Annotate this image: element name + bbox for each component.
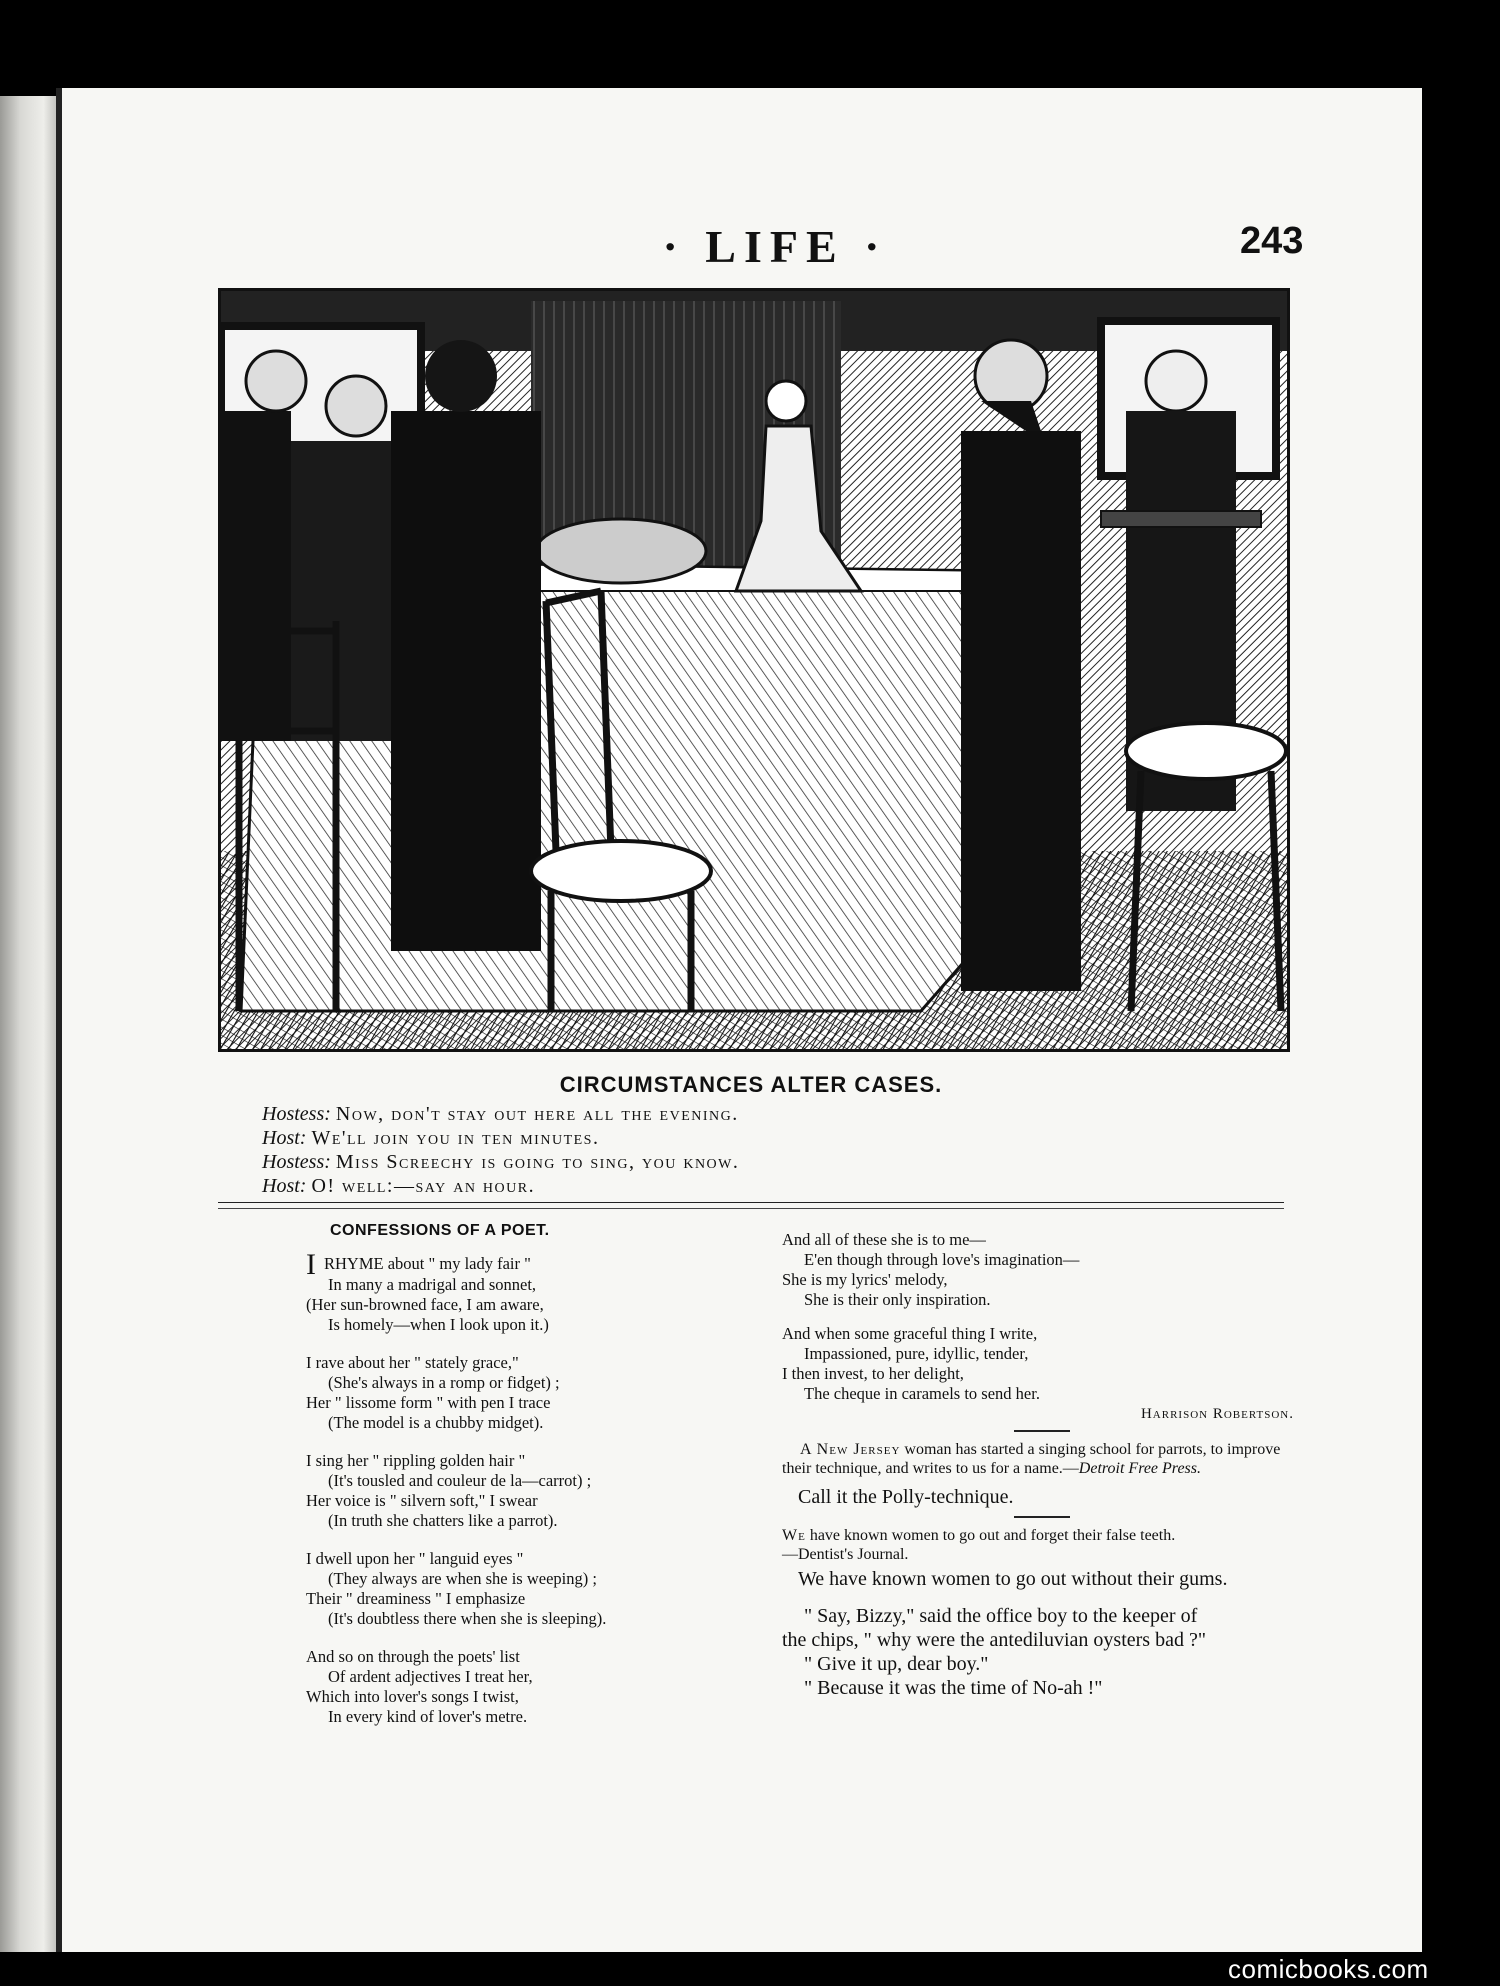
poem-line: Is homely—when I look upon it.) (328, 1315, 549, 1334)
poem-line: (In truth she chatters like a parrot). (328, 1511, 558, 1530)
poem-line: I dwell upon her " languid eyes " (306, 1549, 524, 1568)
poem-line: Their " dreaminess " I emphasize (306, 1589, 526, 1608)
item-lead: We (782, 1527, 806, 1544)
dialogue-line (262, 1102, 1162, 1126)
dialogue-line (262, 1126, 1162, 1150)
dialogue-text: Now, don't stay out here all the evening. (335, 1103, 739, 1125)
poem-line: I then invest, to her delight, (782, 1364, 964, 1383)
page-number: 243 (1240, 220, 1304, 262)
poem-line: Her " lissome form " with pen I trace (306, 1393, 551, 1412)
poem-stanza (306, 1248, 726, 1335)
poem-line: (It's doubtless there when she is sleeping). (328, 1609, 607, 1628)
poem-line: I rave about her " stately grace," (306, 1353, 519, 1372)
joke-line: " Because it was the time of No-ah !" (804, 1677, 1103, 1699)
dialogue-line (262, 1150, 1162, 1174)
item-source: —Dentist's Journal. (782, 1546, 909, 1563)
page-gutter-rule (56, 88, 62, 1952)
cartoon-dialogue (262, 1102, 1162, 1198)
poem-line: (They always are when she is weeping) ; (328, 1569, 597, 1588)
poem-line: IRHYME about " my lady fair " (306, 1248, 531, 1281)
poem-line: She is their only inspiration. (804, 1290, 991, 1309)
dialogue-speaker: Hostess: (262, 1103, 331, 1125)
host-figure (961, 340, 1081, 991)
poem-stanza (306, 1353, 726, 1433)
joke-line: the chips, " why were the antediluvian oysters bad ?" (782, 1629, 1206, 1651)
poem-line: E'en though through love's imagination— (804, 1250, 1080, 1269)
item-lead: A New Jersey (800, 1441, 901, 1458)
poem-line: And when some graceful thing I write, (782, 1324, 1038, 1343)
poem-line: Impassioned, pure, idyllic, tender, (804, 1344, 1029, 1363)
poem-line: Of ardent adjectives I treat her, (328, 1667, 533, 1686)
poem-line: (The model is a chubby midget). (328, 1413, 544, 1432)
dialogue-text: We'll join you in ten minutes. (311, 1127, 600, 1149)
item-reply: Call it the Polly-technique. (798, 1486, 1014, 1508)
dialogue-text: O! well:—say an hour. (311, 1175, 536, 1197)
poem-stanza (306, 1647, 726, 1727)
poem-line: Her voice is " silvern soft," I swear (306, 1491, 538, 1510)
poem-title: CONFESSIONS OF A POET. (330, 1222, 550, 1239)
poem-stanza (782, 1230, 1302, 1310)
poem-line: (It's tousled and couleur de la—carrot) ; (328, 1471, 592, 1490)
cartoon-illustration (218, 288, 1290, 1052)
poem-stanza (782, 1324, 1302, 1404)
poem-line: (Her sun-browned face, I am aware, (306, 1295, 544, 1314)
site-watermark: comicbooks.com (1228, 1954, 1429, 1984)
dialogue-speaker: Host: (262, 1127, 307, 1149)
fruit-bowl (536, 519, 706, 583)
section-divider (218, 1202, 1284, 1203)
poem-column-left (306, 1248, 726, 1745)
poem-stanza (306, 1451, 726, 1531)
poem-line: Which into lover's songs I twist, (306, 1687, 519, 1706)
section-divider (218, 1208, 1284, 1209)
item-divider (1014, 1430, 1070, 1432)
item-source: Detroit Free Press. (1078, 1460, 1201, 1477)
right-column (782, 1230, 1302, 1700)
joke-line: " Give it up, dear boy." (804, 1653, 989, 1675)
item-body: have known women to go out and forget their false teeth. (805, 1527, 1176, 1544)
oyster-joke (782, 1604, 1302, 1700)
dialogue-line (262, 1174, 1162, 1198)
poem-stanza (306, 1549, 726, 1629)
poem-line: In many a madrigal and sonnet, (328, 1275, 537, 1294)
dialogue-text: Miss Screechy is going to sing, you know. (335, 1151, 740, 1173)
dialogue-speaker: Hostess: (262, 1151, 331, 1173)
poem-author: Harrison Robertson. (1140, 1406, 1294, 1422)
joke-line: " Say, Bizzy," said the office boy to the keeper of (804, 1605, 1198, 1627)
item-reply: We have known women to go out without their gums. (798, 1568, 1228, 1590)
parrot-item (782, 1440, 1302, 1478)
poem-line: (She's always in a romp or fidget) ; (328, 1373, 560, 1392)
left-page-edge (0, 96, 58, 1952)
dinner-scene-drawing (221, 291, 1287, 1049)
poem-line: In every kind of lover's metre. (328, 1707, 528, 1726)
poem-line: I sing her " rippling golden hair " (306, 1451, 526, 1470)
cartoon-caption-title: CIRCUMSTANCES ALTER CASES. (559, 1072, 943, 1097)
dialogue-speaker: Host: (262, 1175, 307, 1197)
item-divider (1014, 1516, 1070, 1518)
poem-line: And all of these she is to me— (782, 1230, 986, 1249)
item-body: woman has started a singing school for parrots, to improve their technique, and writes to us for a name.— (782, 1441, 1281, 1477)
teeth-item (782, 1526, 1302, 1545)
poem-line: The cheque in caramels to send her. (804, 1384, 1040, 1403)
poem-line: And so on through the poets' list (306, 1647, 520, 1666)
drop-cap: I (306, 1248, 316, 1281)
magazine-title: · LIFE · (662, 221, 888, 272)
poem-line: She is my lyrics' melody, (782, 1270, 948, 1289)
